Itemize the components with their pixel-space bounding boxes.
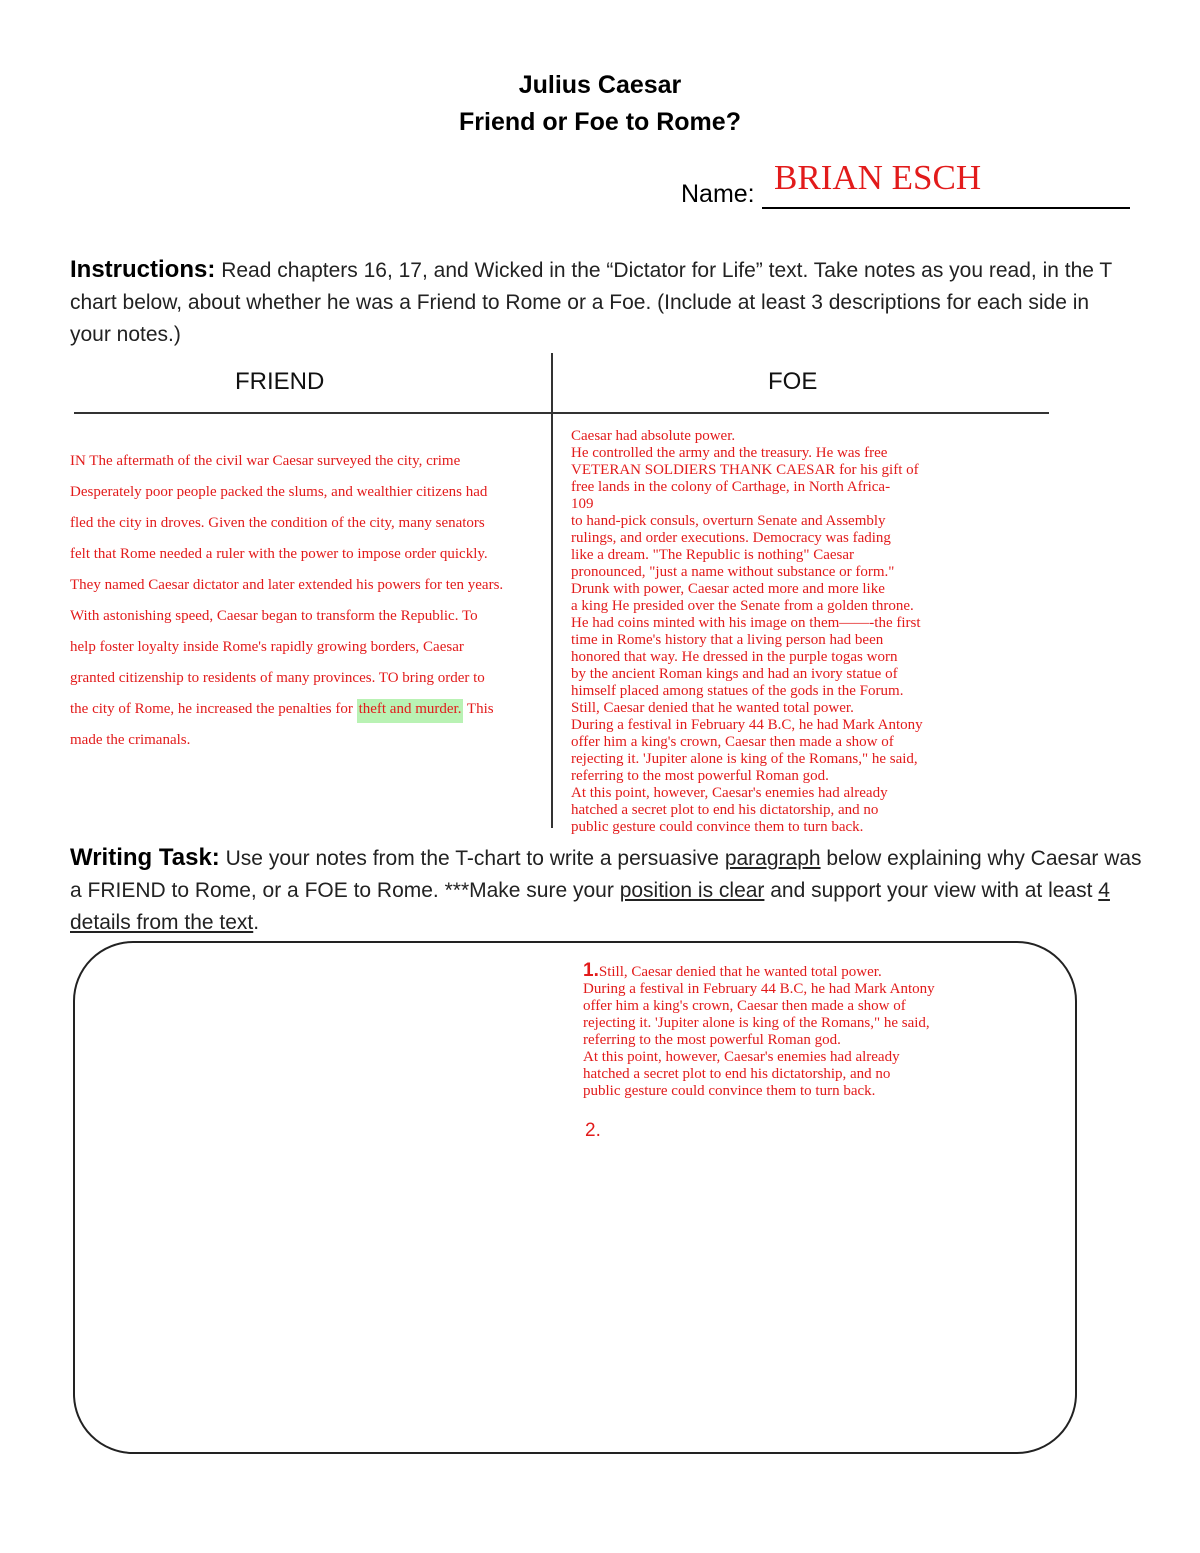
friend-notes-highlight: theft and murder. bbox=[357, 699, 464, 723]
friend-notes-text-end: This made the crimanals. bbox=[70, 701, 494, 748]
t-chart-vertical-divider bbox=[551, 353, 553, 828]
t-chart-horizontal-divider bbox=[74, 412, 1049, 414]
writing-task-text-3: and support your view with at least bbox=[764, 879, 1099, 902]
friend-notes-text: IN The aftermath of the civil war Caesar surveyed the city, crime Desperately poor people packed the slums, and wealthier citizens had fled the city in droves. Given the condition of the city, many senators felt that Rome needed a ruler with the power to impose order quickly. They named Caesar dictator and later extended his powers for ten years. With astonishing speed, Caesar began to transform the Republic. To help foster loyalty inside Rome's rapidly growing borders, Caesar granted citizenship to residents of many provinces. TO bring order to the city of Rome, he increased the penalties for bbox=[70, 453, 504, 717]
response-item-2-number[interactable]: 2. bbox=[585, 1120, 601, 1141]
foe-heading: FOE bbox=[768, 368, 818, 395]
foe-notes[interactable]: Caesar had absolute power. He controlled the army and the treasury. He was free VETERAN SOLDIERS THANK CAESAR for his gift of free lands in the colony of Carthage, in North Africa- 109 to hand-pick consuls, overturn Senate and Assembly rulings, and order executions. Democracy was fading like a dream. "The Republic is nothing" Caesar pronounced, "just a name without substance or form." Drunk with power, Caesar acted more and more like a king He presided over the Senate from a golden throne. He had coins minted with his image on them——-the first time in Rome's history that a living person had been honored that way. He dressed in the purple togas worn by the ancient Roman kings and had an ivory statue of himself placed among statues of the gods in the Forum. Still, Caesar denied that he wanted total power. During a festival in February 44 B.C, he had Mark Antony offer him a king's crown, Caesar then made a show of rejecting it. 'Jupiter alone is king of the Romans," he said, referring to the most powerful Roman god. At this point, however, Caesar's enemies had already hatched a secret plot to end his dictatorship, and no public gesture could convince them to turn back. bbox=[571, 428, 923, 835]
name-label: Name: bbox=[681, 180, 755, 208]
writing-task-text-1: Use your notes from the T-chart to write a persuasive bbox=[225, 847, 725, 870]
writing-task-underline-paragraph: paragraph bbox=[724, 847, 821, 870]
response-item-1[interactable] bbox=[583, 962, 1013, 1100]
name-value[interactable]: BRIAN ESCH bbox=[774, 158, 982, 197]
page-subtitle: Friend or Foe to Rome? bbox=[459, 108, 741, 136]
instructions bbox=[70, 254, 1135, 351]
response-item-1-number: 1. bbox=[583, 960, 599, 981]
writing-task-text-4: . bbox=[253, 911, 260, 934]
friend-heading: FRIEND bbox=[235, 368, 325, 395]
page-title: Julius Caesar bbox=[518, 71, 682, 99]
friend-notes[interactable] bbox=[70, 446, 505, 756]
writing-task bbox=[70, 842, 1150, 939]
writing-task-underline-position: position is clear bbox=[619, 879, 765, 902]
instructions-text: Read chapters 16, 17, and Wicked in the “Dictator for Life” text. Take notes as you read, in the T chart below, about whether he was a Friend to Rome or a Foe. (Include at least 3 descriptions for each side in your notes.) bbox=[70, 259, 1112, 346]
writing-task-label: Writing Task: bbox=[70, 844, 220, 871]
instructions-label: Instructions: bbox=[70, 256, 216, 283]
writing-task-text-2: below explaining why Caesar was a FRIEND to Rome, or a FOE to Rome. ***Make sure your bbox=[70, 847, 1142, 902]
writing-task-underline-details: 4 details from the text bbox=[70, 879, 1110, 934]
response-item-1-text: Still, Caesar denied that he wanted total power. During a festival in February 44 B.C, he had Mark Antony offer him a king's crown, Caesar then made a show of rejecting it. 'Jupiter alone is king of the Romans," he said, referring to the most powerful Roman god. At this point, however, Caesar's enemies had already hatched a secret plot to end his dictatorship, and no public gesture could convince them to turn back. bbox=[583, 964, 935, 1099]
name-field-line[interactable] bbox=[762, 207, 1130, 209]
